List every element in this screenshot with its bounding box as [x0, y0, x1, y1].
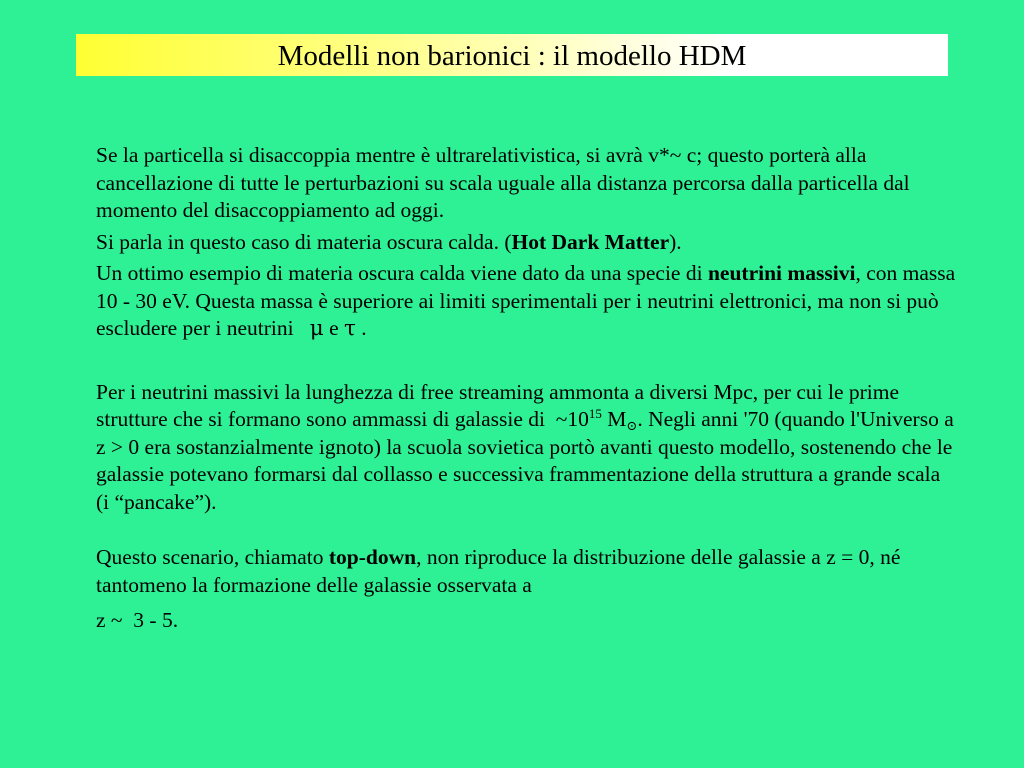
text-run: Questo scenario, chiamato: [96, 545, 329, 569]
paragraph-top-down: [96, 544, 956, 599]
slide-title: Modelli non barionici : il modello HDM: [277, 39, 747, 72]
bold-term-hot-dark-matter: Hot Dark Matter: [511, 229, 670, 254]
text-run: Per i neutrini massivi la lunghezza di free streaming ammonta a diversi Mpc, per cui le prime strutture che si formano sono ammassi di galassie di ~10: [96, 379, 905, 431]
paragraph-decoupling: Se la particella si disaccoppia mentre è ultrarelativistica, si avrà v*~ c; questo porterà alla cancellazione di tutte le perturbazioni su scala uguale alla distanza percorsa dalla particella dal momento del disaccoppiamento ad oggi.: [96, 143, 910, 222]
tau-symbol: τ: [344, 316, 356, 341]
paragraph-free-streaming: [96, 379, 956, 517]
text-run: ).: [669, 229, 682, 254]
text-run: , con massa 10 - 30 eV. Questa massa è superiore ai limiti sperimentali per i neutrini elettronici, ma non si può escludere per i neutrini: [96, 261, 972, 340]
paragraph-massive-neutrinos: [96, 260, 972, 343]
mu-symbol: μ: [309, 316, 324, 341]
text-run: , non riproduce la distribuzione delle galassie a z = 0, né tantomeno la formazione delle galassie osservata a: [96, 545, 901, 597]
text-run: Un ottimo esempio di materia oscura calda viene dato da una specie di: [96, 261, 708, 285]
text-run: M: [601, 407, 627, 431]
paragraph-redshift: z ~ 3 - 5.: [96, 608, 179, 632]
bold-term-neutrini-massivi: neutrini massivi: [707, 261, 856, 285]
solar-symbol-icon: ⊙: [626, 419, 638, 434]
paragraph-hot-dark-matter: [96, 229, 956, 257]
text-run: e: [323, 316, 345, 340]
slide-body: [96, 142, 972, 635]
exponent-15: 15: [588, 406, 602, 421]
text-run: Si parla in questo caso di materia oscura calda. (: [96, 229, 512, 254]
text-run: . Negli anni '70 (quando l'Universo a z > 0 era sostanzialmente ignoto) la scuola sovietica portò avanti questo modello, sostenendo che le galassie potevano formarsi dal collasso e successiva frammentazione della struttura a grande scala (i “pancake”).: [96, 407, 954, 514]
text-run: .: [355, 316, 367, 340]
bold-term-top-down: top-down: [328, 545, 417, 569]
title-bar: [76, 34, 948, 76]
